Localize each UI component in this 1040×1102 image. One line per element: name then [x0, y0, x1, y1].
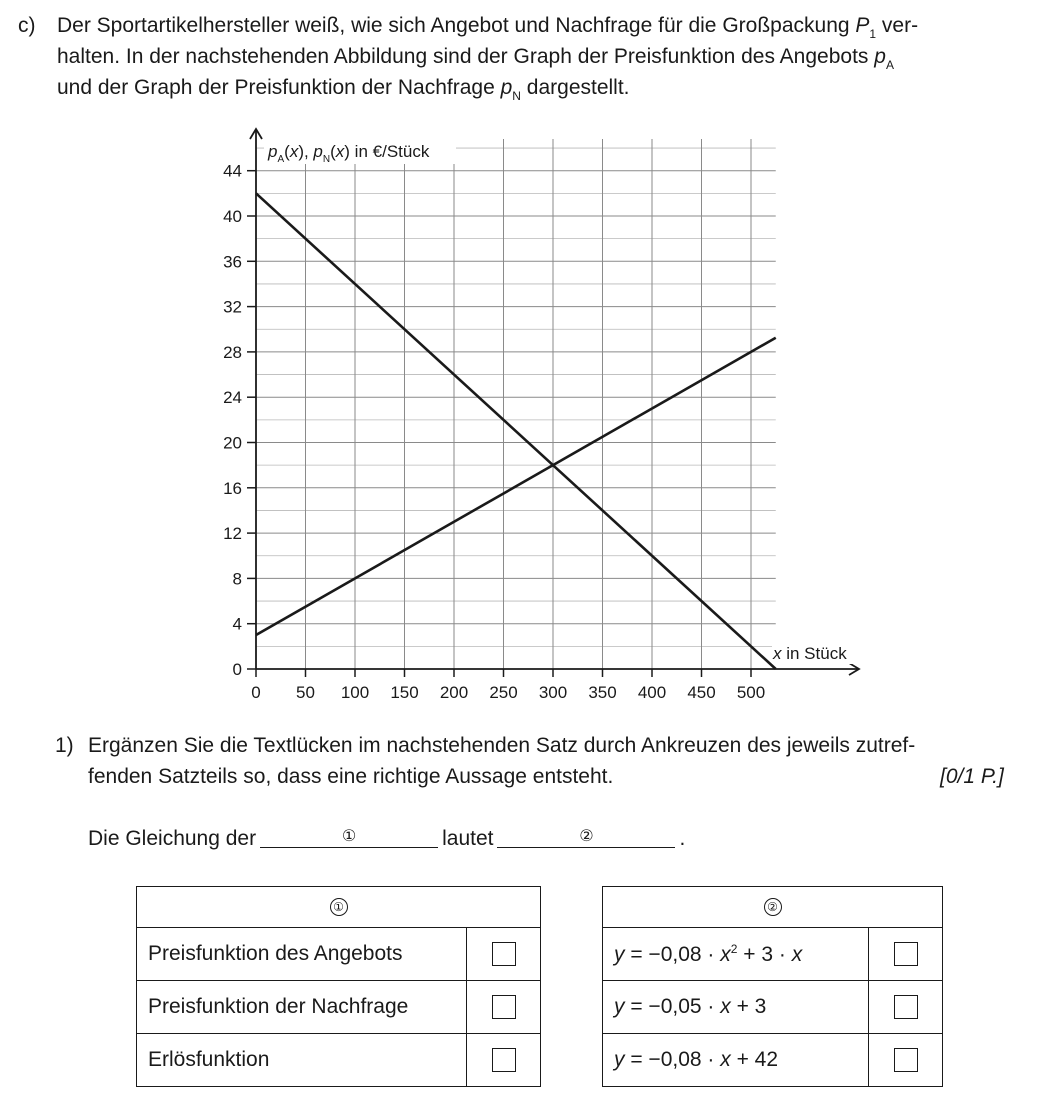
y-tick-label: 24	[223, 388, 242, 408]
table-row	[603, 928, 943, 981]
checkbox-formula-1[interactable]	[894, 942, 918, 966]
gap-sentence: Die Gleichung der ① lautet ② .	[88, 827, 686, 850]
table-2-header: ②	[603, 887, 943, 928]
x-axis-label	[772, 642, 858, 664]
gap-1: ①	[260, 827, 438, 848]
checkbox-angebot[interactable]	[492, 942, 516, 966]
points-label: [0/1 P.]	[940, 765, 1004, 788]
x-tick-label: 150	[390, 683, 419, 702]
choice-table-1	[136, 886, 541, 1087]
subtask-text-line-2: fenden Satzteils so, dass eine richtige Aussage entsteht.	[88, 765, 614, 788]
x-tick-label: 500	[736, 683, 766, 702]
y-tick-label: 8	[232, 569, 242, 589]
intro-line-2: halten. In der nachstehenden Abbildung sind der Graph der Preisfunktion des Angebots $p_A$	[57, 45, 894, 72]
table-row	[137, 981, 541, 1034]
y-tick-label: 44	[223, 161, 242, 181]
y-tick-label: 32	[223, 297, 242, 317]
x-tick-label: 50	[296, 683, 315, 702]
x-tick-label: 350	[588, 683, 617, 702]
checkbox-formula-2[interactable]	[894, 995, 918, 1019]
y-tick-label: 20	[223, 433, 242, 453]
x-axis-label-text: x in Stück	[773, 644, 847, 663]
x-tick-label: 450	[687, 683, 716, 702]
option-formula-1: $y = -0,08 \cdot x^2 + 3 \cdot x$	[603, 928, 869, 981]
y-tick-label: 16	[223, 478, 242, 498]
supply-line	[256, 338, 776, 635]
y-tick-label: 36	[223, 252, 242, 272]
y-axis-label	[264, 138, 456, 165]
axis-ticks	[223, 162, 765, 702]
x-tick-label: 200	[439, 683, 469, 702]
intro-line-1: Der Sportartikelhersteller weiß, wie sich Angebot und Nachfrage für die Großpackung $P_1$ ver-	[57, 14, 919, 41]
table-row	[603, 1034, 943, 1087]
option-label: Erlösfunktion	[137, 1034, 467, 1087]
y-tick-label: 12	[223, 524, 242, 544]
x-tick-label: 250	[489, 683, 518, 702]
table-row	[603, 981, 943, 1034]
checkbox-nachfrage[interactable]	[492, 995, 516, 1019]
table-1-header: ①	[137, 887, 541, 928]
series-lines	[256, 193, 776, 669]
option-formula-2: y = −0,05 · x + 3	[603, 981, 869, 1034]
y-tick-label: 28	[223, 342, 242, 362]
y-tick-label: 4	[232, 614, 242, 634]
x-tick-label: 300	[538, 683, 568, 702]
subtask-text-line-1: Ergänzen Sie die Textlücken im nachstehenden Satz durch Ankreuzen des jeweils zutref-	[88, 734, 916, 757]
option-label: Preisfunktion des Angebots	[137, 928, 467, 981]
y-tick-label: 40	[223, 207, 242, 226]
subtask-number: 1)	[55, 734, 74, 757]
y-axis-label-text: $p_A(x)$, $p_N(x)$ in €/Stück	[268, 142, 430, 165]
axes	[250, 129, 859, 675]
part-label: c)	[18, 14, 36, 37]
table-row	[137, 928, 541, 981]
x-tick-label: 400	[637, 683, 667, 702]
choice-table-2	[602, 886, 943, 1087]
gap-2: ②	[497, 827, 675, 848]
table-row	[137, 1034, 541, 1087]
checkbox-formula-3[interactable]	[894, 1048, 918, 1072]
option-label: Preisfunktion der Nachfrage	[137, 981, 467, 1034]
intro-line-3: und der Graph der Preisfunktion der Nachfrage $p_N$ dargestellt.	[57, 76, 630, 103]
checkbox-erloes[interactable]	[492, 1048, 516, 1072]
x-tick-label: 0	[251, 683, 261, 702]
x-tick-label: 100	[340, 683, 370, 702]
option-formula-3: y = −0,08 · x + 42	[603, 1034, 869, 1087]
y-tick-label: 0	[232, 660, 242, 679]
demand-line	[256, 193, 776, 669]
